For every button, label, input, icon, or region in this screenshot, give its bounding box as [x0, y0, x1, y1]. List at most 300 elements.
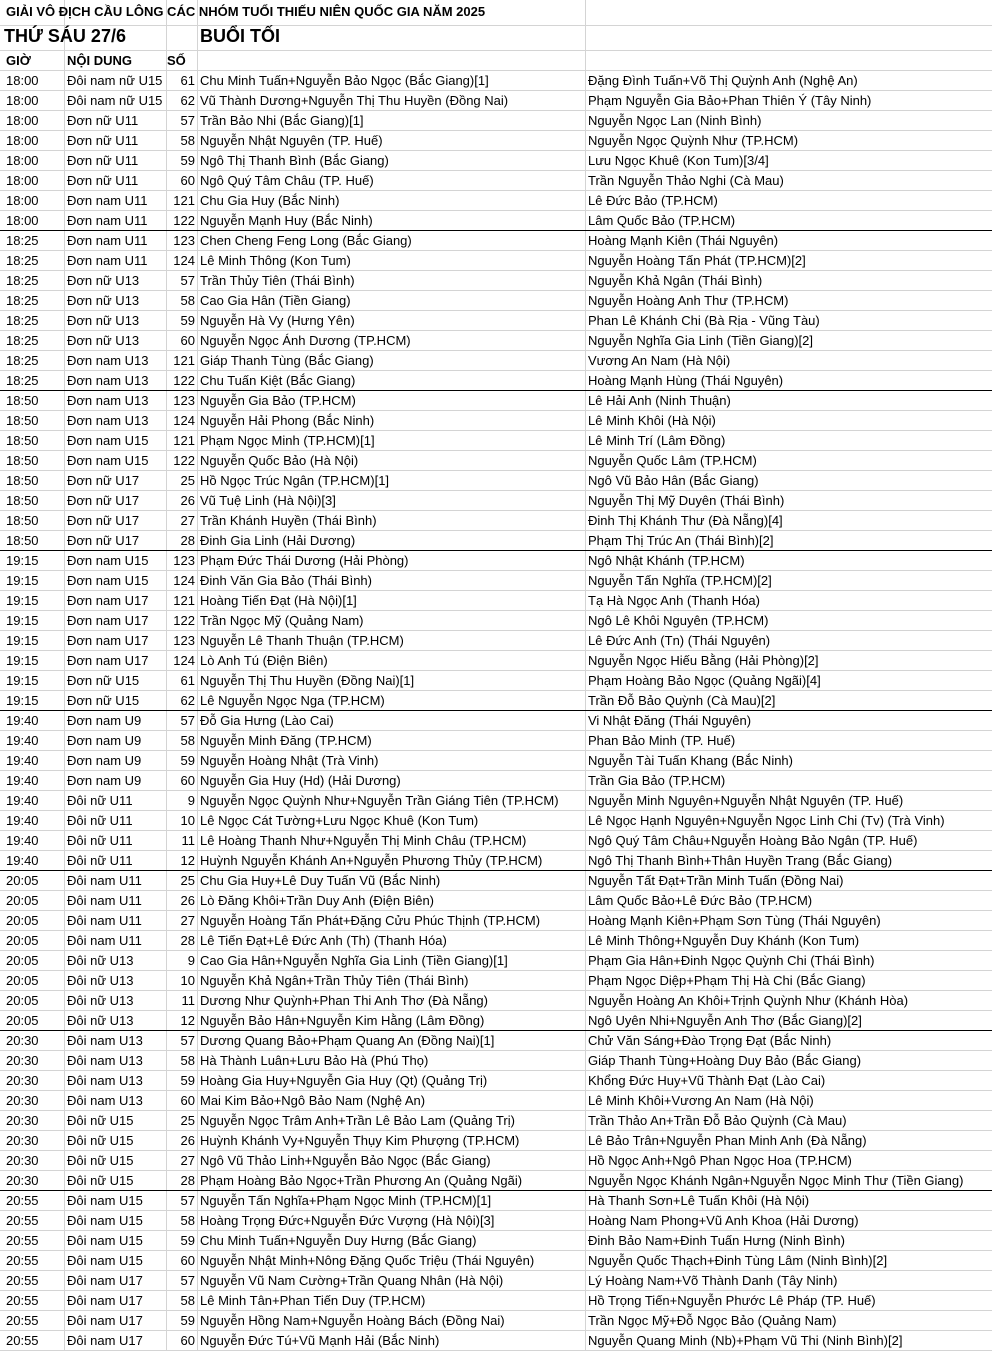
match-time: 18:50 [6, 513, 39, 528]
player-side-1: Dương Như Quỳnh+Phan Thi Anh Thơ (Đà Nẵng) [200, 993, 488, 1008]
match-time: 18:25 [6, 233, 39, 248]
subtitle-row [0, 25, 992, 51]
match-event: Đơn nữ U11 [67, 153, 139, 168]
match-event: Đơn nam U11 [67, 213, 148, 228]
player-side-2: Phạm Gia Hân+Đinh Ngọc Quỳnh Chi (Thái Bình) [588, 953, 875, 968]
match-time: 18:00 [6, 193, 39, 208]
player-side-1: Chu Tuấn Kiệt (Bắc Giang) [200, 373, 356, 388]
table-row [0, 790, 992, 811]
table-row [0, 550, 992, 571]
player-side-2: Lê Minh Trí (Lâm Đồng) [588, 433, 726, 448]
player-side-2: Đinh Bảo Nam+Đinh Tuấn Hưng (Ninh Bình) [588, 1233, 845, 1248]
table-row [0, 690, 992, 711]
player-side-1: Nguyễn Quốc Bảo (Hà Nội) [200, 453, 359, 468]
match-number: 123 [173, 233, 195, 248]
player-side-1: Nguyễn Tấn Nghĩa+Phạm Ngọc Minh (TP.HCM)[1] [200, 1193, 492, 1208]
match-number: 124 [173, 253, 195, 268]
table-row [0, 630, 992, 651]
table-row [0, 1330, 992, 1351]
match-number: 123 [173, 633, 195, 648]
table-row [0, 1210, 992, 1231]
player-side-1: Chu Gia Huy (Bắc Ninh) [200, 193, 340, 208]
player-side-1: Chu Minh Tuấn+Nguyễn Duy Hưng (Bắc Giang) [200, 1233, 477, 1248]
player-side-2: Lê Minh Khôi (Hà Nội) [588, 413, 716, 428]
player-side-1: Lò Đăng Khôi+Trần Duy Anh (Điện Biên) [200, 893, 435, 908]
player-side-2: Tạ Hà Ngọc Anh (Thanh Hóa) [588, 593, 760, 608]
player-side-2: Trần Nguyễn Thảo Nghi (Cà Mau) [588, 173, 784, 188]
player-side-1: Hoàng Tiến Đạt (Hà Nội)[1] [200, 593, 357, 608]
match-time: 18:50 [6, 393, 39, 408]
match-event: Đơn nam U13 [67, 413, 149, 428]
match-time: 18:00 [6, 113, 39, 128]
player-side-1: Nguyễn Mạnh Huy (Bắc Ninh) [200, 213, 373, 228]
match-number: 28 [180, 933, 195, 948]
match-event: Đơn nam U17 [67, 593, 149, 608]
match-number: 28 [180, 533, 195, 548]
match-number: 59 [180, 153, 195, 168]
table-row [0, 270, 992, 291]
header-number: SỐ [167, 53, 186, 68]
match-number: 57 [180, 1273, 195, 1288]
player-side-2: Nguyễn Ngọc Lan (Ninh Bình) [588, 113, 762, 128]
player-side-2: Trần Thảo An+Trần Đỗ Bảo Quỳnh (Cà Mau) [588, 1113, 847, 1128]
match-number: 122 [173, 213, 195, 228]
table-row [0, 890, 992, 911]
player-side-2: Nguyễn Thị Mỹ Duyên (Thái Bình) [588, 493, 785, 508]
match-number: 58 [180, 293, 195, 308]
match-time: 18:50 [6, 413, 39, 428]
match-event: Đơn nam U15 [67, 453, 149, 468]
match-time: 20:55 [6, 1273, 39, 1288]
match-number: 10 [180, 813, 195, 828]
match-number: 121 [173, 593, 195, 608]
table-row [0, 390, 992, 411]
match-time: 19:15 [6, 633, 39, 648]
match-time: 19:40 [6, 713, 39, 728]
match-event: Đơn nam U15 [67, 553, 149, 568]
match-number: 58 [180, 1053, 195, 1068]
player-side-1: Nguyễn Nhật Minh+Nông Đặng Quốc Triệu (Thái Nguyên) [200, 1253, 535, 1268]
player-side-1: Huỳnh Khánh Vy+Nguyễn Thụy Kim Phượng (TP.HCM) [200, 1133, 520, 1148]
match-event: Đôi nữ U11 [67, 833, 133, 848]
table-row [0, 1070, 992, 1091]
player-side-2: Lê Đức Bảo (TP.HCM) [588, 193, 718, 208]
match-number: 12 [180, 853, 195, 868]
player-side-2: Lê Minh Khôi+Vương An Nam (Hà Nội) [588, 1093, 814, 1108]
column-header-row [0, 50, 992, 71]
table-row [0, 590, 992, 611]
match-time: 19:15 [6, 653, 39, 668]
player-side-1: Nguyễn Ngọc Trâm Anh+Trần Lê Bảo Lam (Quảng Trị) [200, 1113, 515, 1128]
player-side-2: Nguyễn Quốc Thạch+Đinh Tùng Lâm (Ninh Bình)[2] [588, 1253, 888, 1268]
match-number: 62 [180, 93, 195, 108]
match-event: Đôi nữ U13 [67, 973, 134, 988]
table-row [0, 330, 992, 351]
player-side-1: Đinh Gia Linh (Hải Dương) [200, 533, 356, 548]
player-side-2: Ngô Thị Thanh Bình+Thân Huyền Trang (Bắc Giang) [588, 853, 893, 868]
table-row [0, 870, 992, 891]
table-row [0, 1170, 992, 1191]
player-side-1: Nguyễn Minh Đăng (TP.HCM) [200, 733, 372, 748]
match-time: 18:00 [6, 133, 39, 148]
match-time: 20:05 [6, 893, 39, 908]
match-number: 9 [187, 793, 195, 808]
table-row [0, 1230, 992, 1251]
player-side-2: Nguyễn Minh Nguyên+Nguyễn Nhật Nguyên (TP. Huế) [588, 793, 904, 808]
match-time: 18:00 [6, 93, 39, 108]
player-side-2: Nguyễn Ngọc Hiếu Bằng (Hải Phòng)[2] [588, 653, 819, 668]
player-side-2: Lê Hải Anh (Ninh Thuận) [588, 393, 731, 408]
player-side-1: Giáp Thanh Tùng (Bắc Giang) [200, 353, 374, 368]
player-side-2: Ngô Vũ Bảo Hân (Bắc Giang) [588, 473, 759, 488]
player-side-1: Lê Minh Tân+Phan Tiến Duy (TP.HCM) [200, 1293, 426, 1308]
session-label: BUỔI TỐI [200, 26, 280, 46]
player-side-2: Ngô Quý Tâm Châu+Nguyễn Hoàng Bảo Ngân (TP. Huế) [588, 833, 918, 848]
player-side-1: Nguyễn Lê Thanh Thuận (TP.HCM) [200, 633, 404, 648]
match-time: 20:30 [6, 1053, 39, 1068]
player-side-1: Đỗ Gia Hưng (Lào Cai) [200, 713, 334, 728]
match-time: 20:55 [6, 1333, 39, 1348]
match-event: Đôi nam U13 [67, 1073, 143, 1088]
match-event: Đôi nam U13 [67, 1033, 143, 1048]
match-time: 18:25 [6, 253, 39, 268]
player-side-1: Nguyễn Hoàng Nhật (Trà Vinh) [200, 753, 379, 768]
match-event: Đôi nam U17 [67, 1333, 143, 1348]
match-time: 20:30 [6, 1073, 39, 1088]
match-number: 58 [180, 133, 195, 148]
match-event: Đơn nam U15 [67, 573, 149, 588]
match-time: 18:25 [6, 313, 39, 328]
table-row [0, 1270, 992, 1291]
match-event: Đơn nam U11 [67, 193, 148, 208]
player-side-2: Nguyễn Quang Minh (Nb)+Phạm Vũ Thi (Ninh Bình)[2] [588, 1333, 903, 1348]
player-side-2: Phạm Ngọc Diệp+Phạm Thị Hà Chi (Bắc Giang) [588, 973, 866, 988]
match-event: Đôi nữ U15 [67, 1113, 134, 1128]
table-row [0, 1030, 992, 1051]
player-side-1: Nguyễn Bảo Hân+Nguyễn Kim Hằng (Lâm Đồng) [200, 1013, 485, 1028]
match-time: 20:30 [6, 1093, 39, 1108]
match-time: 19:40 [6, 833, 39, 848]
player-side-2: Nguyễn Tấn Nghĩa (TP.HCM)[2] [588, 573, 772, 588]
table-row [0, 530, 992, 551]
match-number: 58 [180, 1213, 195, 1228]
table-row [0, 830, 992, 851]
match-number: 60 [180, 1333, 195, 1348]
match-event: Đôi nam U17 [67, 1313, 143, 1328]
table-row [0, 290, 992, 311]
table-row [0, 930, 992, 951]
match-event: Đôi nữ U13 [67, 993, 134, 1008]
player-side-1: Ngô Quý Tâm Châu (TP. Huế) [200, 173, 374, 188]
match-time: 19:15 [6, 553, 39, 568]
match-event: Đơn nữ U11 [67, 113, 139, 128]
match-number: 28 [180, 1173, 195, 1188]
table-row [0, 1090, 992, 1111]
match-time: 20:55 [6, 1213, 39, 1228]
table-row [0, 250, 992, 271]
match-time: 20:55 [6, 1313, 39, 1328]
match-number: 121 [173, 193, 195, 208]
match-event: Đơn nam U17 [67, 653, 149, 668]
match-event: Đôi nam U13 [67, 1053, 143, 1068]
player-side-1: Nguyễn Đức Tú+Vũ Mạnh Hải (Bắc Ninh) [200, 1333, 440, 1348]
table-row [0, 1130, 992, 1151]
player-side-1: Hoàng Gia Huy+Nguyễn Gia Huy (Qt) (Quảng Trị) [200, 1073, 488, 1088]
player-side-1: Nguyễn Nhật Nguyên (TP. Huế) [200, 133, 383, 148]
match-event: Đôi nam nữ U15 [67, 73, 163, 88]
match-time: 19:40 [6, 753, 39, 768]
player-side-2: Trần Ngọc Mỹ+Đỗ Ngọc Bảo (Quảng Nam) [588, 1313, 837, 1328]
match-time: 20:05 [6, 993, 39, 1008]
match-number: 11 [181, 833, 195, 848]
match-number: 9 [187, 953, 195, 968]
player-side-1: Lò Anh Tú (Điện Biên) [200, 653, 328, 668]
match-number: 62 [180, 693, 195, 708]
table-row [0, 410, 992, 431]
player-side-2: Chử Văn Sáng+Đào Trọng Đạt (Bắc Ninh) [588, 1033, 832, 1048]
table-row [0, 350, 992, 371]
table-row [0, 310, 992, 331]
match-time: 18:25 [6, 333, 39, 348]
match-time: 20:05 [6, 913, 39, 928]
table-row [0, 650, 992, 671]
player-side-1: Nguyễn Gia Huy (Hd) (Hải Dương) [200, 773, 401, 788]
match-event: Đôi nữ U13 [67, 953, 134, 968]
match-event: Đôi nam U15 [67, 1253, 143, 1268]
match-event: Đôi nữ U15 [67, 1173, 134, 1188]
table-row [0, 710, 992, 731]
match-event: Đơn nữ U15 [67, 693, 140, 708]
match-event: Đôi nam U15 [67, 1193, 143, 1208]
match-time: 20:05 [6, 1013, 39, 1028]
player-side-1: Lê Hoàng Thanh Như+Nguyễn Thị Minh Châu (TP.HCM) [200, 833, 527, 848]
match-event: Đơn nữ U17 [67, 493, 140, 508]
match-time: 20:05 [6, 873, 39, 888]
player-side-2: Hoàng Mạnh Kiên+Phạm Sơn Tùng (Thái Nguyên) [588, 913, 881, 928]
player-side-2: Lê Bảo Trân+Nguyễn Phan Minh Anh (Đà Nẵng) [588, 1133, 867, 1148]
match-event: Đơn nữ U17 [67, 513, 140, 528]
match-number: 58 [180, 733, 195, 748]
player-side-2: Hồ Trọng Tiến+Nguyễn Phước Lê Pháp (TP. Huế) [588, 1293, 876, 1308]
table-row [0, 490, 992, 511]
match-event: Đơn nữ U17 [67, 533, 140, 548]
match-event: Đơn nam U9 [67, 733, 142, 748]
match-number: 122 [173, 373, 195, 388]
player-side-2: Phạm Hoàng Bảo Ngọc (Quảng Ngãi)[4] [588, 673, 821, 688]
match-time: 18:50 [6, 453, 39, 468]
match-time: 19:40 [6, 813, 39, 828]
player-side-1: Nguyễn Hoàng Tấn Phát+Đặng Cửu Phúc Thịnh (TP.HCM) [200, 913, 541, 928]
match-event: Đôi nữ U15 [67, 1133, 134, 1148]
header-time: GIỜ [6, 53, 31, 68]
match-number: 57 [180, 1193, 195, 1208]
match-number: 124 [173, 573, 195, 588]
match-time: 18:00 [6, 213, 39, 228]
match-event: Đơn nam U13 [67, 393, 149, 408]
match-number: 59 [180, 1313, 195, 1328]
match-time: 19:40 [6, 853, 39, 868]
player-side-2: Trần Gia Bảo (TP.HCM) [588, 773, 726, 788]
match-event: Đơn nữ U13 [67, 293, 140, 308]
match-time: 20:55 [6, 1253, 39, 1268]
player-side-2: Giáp Thanh Tùng+Hoàng Duy Bảo (Bắc Giang) [588, 1053, 862, 1068]
match-number: 121 [173, 433, 195, 448]
match-number: 60 [180, 173, 195, 188]
match-number: 60 [180, 333, 195, 348]
match-event: Đơn nam U9 [67, 713, 142, 728]
match-event: Đôi nam U11 [67, 913, 142, 928]
match-number: 12 [180, 1013, 195, 1028]
match-event: Đôi nữ U11 [67, 813, 133, 828]
player-side-1: Nguyễn Khả Ngân+Trần Thủy Tiên (Thái Bình) [200, 973, 469, 988]
match-number: 25 [180, 473, 195, 488]
match-time: 19:15 [6, 693, 39, 708]
match-number: 59 [180, 313, 195, 328]
match-number: 124 [173, 413, 195, 428]
player-side-2: Lý Hoàng Nam+Võ Thành Danh (Tây Ninh) [588, 1273, 838, 1288]
player-side-1: Hoàng Trọng Đức+Nguyễn Đức Vượng (Hà Nội)[3] [200, 1213, 495, 1228]
match-event: Đôi nam U17 [67, 1293, 143, 1308]
player-side-1: Trần Khánh Huyền (Thái Bình) [200, 513, 377, 528]
table-row [0, 570, 992, 591]
table-row [0, 730, 992, 751]
table-row [0, 610, 992, 631]
player-side-1: Chu Gia Huy+Lê Duy Tuấn Vũ (Bắc Ninh) [200, 873, 441, 888]
match-event: Đôi nữ U15 [67, 1153, 134, 1168]
player-side-2: Nguyễn Hoàng Anh Thư (TP.HCM) [588, 293, 789, 308]
match-event: Đôi nam U11 [67, 933, 142, 948]
match-event: Đơn nữ U15 [67, 673, 140, 688]
table-row [0, 130, 992, 151]
match-number: 57 [180, 273, 195, 288]
table-row [0, 170, 992, 191]
player-side-2: Lê Đức Anh (Tn) (Thái Nguyên) [588, 633, 771, 648]
match-number: 61 [180, 73, 195, 88]
player-side-2: Hoàng Mạnh Kiên (Thái Nguyên) [588, 233, 779, 248]
table-row [0, 450, 992, 471]
match-time: 19:15 [6, 673, 39, 688]
match-time: 20:05 [6, 953, 39, 968]
player-side-1: Lê Minh Thông (Kon Tum) [200, 253, 351, 268]
match-number: 123 [173, 393, 195, 408]
player-side-1: Trần Bảo Nhi (Bắc Giang)[1] [200, 113, 364, 128]
match-event: Đơn nam U13 [67, 373, 149, 388]
match-time: 20:30 [6, 1113, 39, 1128]
player-side-2: Hoàng Nam Phong+Vũ Anh Khoa (Hải Dương) [588, 1213, 859, 1228]
match-time: 19:40 [6, 733, 39, 748]
player-side-2: Nguyễn Tất Đạt+Trần Minh Tuấn (Đồng Nai) [588, 873, 844, 888]
table-row [0, 770, 992, 791]
match-time: 20:05 [6, 973, 39, 988]
match-event: Đơn nữ U13 [67, 333, 140, 348]
match-number: 10 [180, 973, 195, 988]
match-event: Đơn nam U9 [67, 753, 142, 768]
player-side-1: Nguyễn Thị Thu Huyền (Đồng Nai)[1] [200, 673, 415, 688]
table-row [0, 1310, 992, 1331]
match-number: 122 [173, 453, 195, 468]
match-time: 18:25 [6, 273, 39, 288]
match-time: 20:55 [6, 1193, 39, 1208]
player-side-1: Dương Quang Bảo+Phạm Quang An (Đồng Nai)[1] [200, 1033, 495, 1048]
player-side-2: Khổng Đức Huy+Vũ Thành Đạt (Lào Cai) [588, 1073, 826, 1088]
player-side-2: Lưu Ngọc Khuê (Kon Tum)[3/4] [588, 153, 769, 168]
table-row [0, 910, 992, 931]
table-row [0, 750, 992, 771]
match-time: 18:25 [6, 373, 39, 388]
player-side-2: Vi Nhật Đăng (Thái Nguyên) [588, 713, 752, 728]
player-side-1: Phạm Ngọc Minh (TP.HCM)[1] [200, 433, 375, 448]
match-time: 20:30 [6, 1133, 39, 1148]
player-side-2: Ngô Nhật Khánh (TP.HCM) [588, 553, 745, 568]
player-side-2: Lâm Quốc Bảo (TP.HCM) [588, 213, 736, 228]
player-side-2: Nguyễn Khả Ngân (Thái Bình) [588, 273, 763, 288]
table-row [0, 230, 992, 251]
table-row [0, 1110, 992, 1131]
player-side-1: Nguyễn Gia Bảo (TP.HCM) [200, 393, 356, 408]
table-row [0, 90, 992, 111]
table-row [0, 1050, 992, 1071]
player-side-2: Vương An Nam (Hà Nội) [588, 353, 731, 368]
player-side-1: Cao Gia Hân+Nguyễn Nghĩa Gia Linh (Tiền Giang)[1] [200, 953, 508, 968]
player-side-2: Nguyễn Hoàng Tấn Phát (TP.HCM)[2] [588, 253, 806, 268]
player-side-2: Nguyễn Hoàng An Khôi+Trịnh Quỳnh Như (Khánh Hòa) [588, 993, 909, 1008]
match-time: 20:05 [6, 933, 39, 948]
player-side-2: Nguyễn Quốc Lâm (TP.HCM) [588, 453, 757, 468]
table-row [0, 110, 992, 131]
table-row [0, 1190, 992, 1211]
player-side-2: Hoàng Mạnh Hùng (Thái Nguyên) [588, 373, 784, 388]
player-side-2: Đặng Đình Tuấn+Võ Thị Quỳnh Anh (Nghệ An) [588, 73, 858, 88]
table-row [0, 150, 992, 171]
player-side-2: Nguyễn Ngọc Khánh Ngân+Nguyễn Ngọc Minh Thư (Tiền Giang) [588, 1173, 964, 1188]
table-row [0, 1150, 992, 1171]
match-number: 59 [180, 753, 195, 768]
table-row [0, 190, 992, 211]
table-row [0, 990, 992, 1011]
match-event: Đôi nữ U11 [67, 793, 133, 808]
match-number: 26 [180, 493, 195, 508]
table-row [0, 670, 992, 691]
match-time: 19:40 [6, 773, 39, 788]
player-side-1: Nguyễn Ngọc Quỳnh Như+Nguyễn Trần Giáng Tiên (TP.HCM) [200, 793, 559, 808]
table-row [0, 950, 992, 971]
match-event: Đơn nữ U13 [67, 313, 140, 328]
player-side-2: Phan Bảo Minh (TP. Huế) [588, 733, 736, 748]
table-row [0, 370, 992, 391]
match-number: 26 [180, 1133, 195, 1148]
match-event: Đôi nam U15 [67, 1213, 143, 1228]
match-event: Đơn nữ U17 [67, 473, 140, 488]
match-number: 59 [180, 1073, 195, 1088]
match-number: 26 [180, 893, 195, 908]
match-time: 19:15 [6, 573, 39, 588]
player-side-1: Ngô Thị Thanh Bình (Bắc Giang) [200, 153, 389, 168]
match-event: Đôi nam U13 [67, 1093, 143, 1108]
player-side-2: Lâm Quốc Bảo+Lê Đức Bảo (TP.HCM) [588, 893, 813, 908]
match-time: 19:40 [6, 793, 39, 808]
player-side-2: Phạm Thị Trúc An (Thái Bình)[2] [588, 533, 774, 548]
player-side-1: Nguyễn Ngọc Ánh Dương (TP.HCM) [200, 333, 411, 348]
match-time: 18:50 [6, 473, 39, 488]
table-row [0, 1250, 992, 1271]
match-number: 57 [180, 1033, 195, 1048]
match-event: Đơn nam U11 [67, 253, 148, 268]
player-side-1: Phạm Đức Thái Dương (Hải Phòng) [200, 553, 409, 568]
player-side-2: Đinh Thị Khánh Thư (Đà Nẵng)[4] [588, 513, 783, 528]
player-side-1: Vũ Thành Dương+Nguyễn Thị Thu Huyền (Đồng Nai) [200, 93, 509, 108]
table-row [0, 1290, 992, 1311]
match-time: 20:55 [6, 1233, 39, 1248]
